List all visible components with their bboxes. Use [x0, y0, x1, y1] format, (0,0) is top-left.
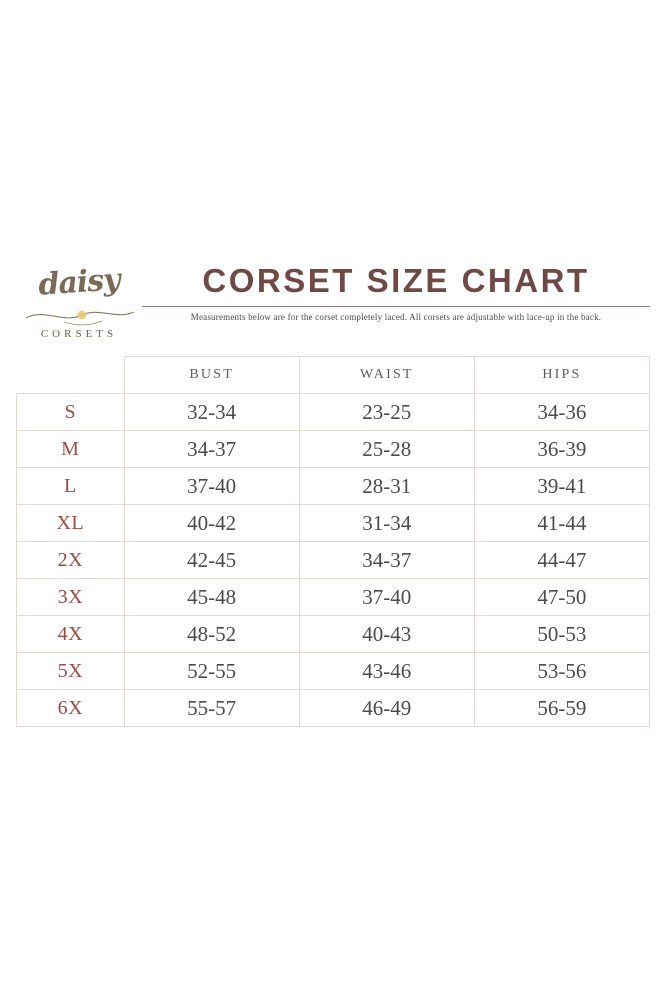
cell-size: XL	[17, 505, 125, 542]
cell-hips: 50-53	[474, 616, 649, 653]
cell-waist: 46-49	[299, 690, 474, 727]
cell-bust: 48-52	[124, 616, 299, 653]
cell-size: 3X	[17, 579, 125, 616]
table-row	[17, 653, 650, 690]
table-row	[17, 579, 650, 616]
table-row	[17, 505, 650, 542]
table-row	[17, 394, 650, 431]
cell-waist: 28-31	[299, 468, 474, 505]
cell-bust: 40-42	[124, 505, 299, 542]
table-body	[17, 394, 650, 727]
cell-bust: 45-48	[124, 579, 299, 616]
cell-waist: 23-25	[299, 394, 474, 431]
cell-hips: 53-56	[474, 653, 649, 690]
table-row	[17, 616, 650, 653]
table-row	[17, 431, 650, 468]
cell-waist: 31-34	[299, 505, 474, 542]
brand-script-name: daisy	[37, 262, 121, 303]
cell-waist: 25-28	[299, 431, 474, 468]
flourish-icon	[24, 306, 136, 326]
cell-size: 5X	[17, 653, 125, 690]
cell-size: L	[17, 468, 125, 505]
table-header	[17, 357, 650, 394]
table-row	[17, 542, 650, 579]
cell-size: M	[17, 431, 125, 468]
cell-hips: 44-47	[474, 542, 649, 579]
table-row	[17, 468, 650, 505]
cell-hips: 39-41	[474, 468, 649, 505]
column-header-bust: BUST	[124, 357, 299, 394]
cell-hips: 56-59	[474, 690, 649, 727]
chart-subtitle: Measurements below are for the corset completely laced. All corsets are adjustable with lace-up in the back.	[190, 312, 602, 322]
cell-bust: 32-34	[124, 394, 299, 431]
cell-waist: 43-46	[299, 653, 474, 690]
cell-waist: 40-43	[299, 616, 474, 653]
cell-hips: 41-44	[474, 505, 649, 542]
table-row	[17, 690, 650, 727]
brand-wordmark: CORSETS	[40, 328, 118, 340]
cell-size: 6X	[17, 690, 125, 727]
size-chart-block	[16, 258, 650, 727]
chart-header	[16, 258, 650, 350]
cell-bust: 52-55	[124, 653, 299, 690]
size-chart-table	[16, 356, 650, 727]
title-area	[142, 258, 650, 322]
cell-bust: 42-45	[124, 542, 299, 579]
cell-bust: 37-40	[124, 468, 299, 505]
column-header-waist: WAIST	[299, 357, 474, 394]
cell-hips: 34-36	[474, 394, 649, 431]
brand-logo	[16, 262, 142, 346]
cell-bust: 55-57	[124, 690, 299, 727]
cell-hips: 47-50	[474, 579, 649, 616]
cell-size: 4X	[17, 616, 125, 653]
cell-waist: 37-40	[299, 579, 474, 616]
column-header-hips: HIPS	[474, 357, 649, 394]
column-header-size	[17, 357, 125, 394]
cell-waist: 34-37	[299, 542, 474, 579]
cell-bust: 34-37	[124, 431, 299, 468]
cell-hips: 36-39	[474, 431, 649, 468]
table-header-row	[17, 357, 650, 394]
page-title: CORSET SIZE CHART	[202, 262, 590, 299]
cell-size: S	[17, 394, 125, 431]
cell-size: 2X	[17, 542, 125, 579]
